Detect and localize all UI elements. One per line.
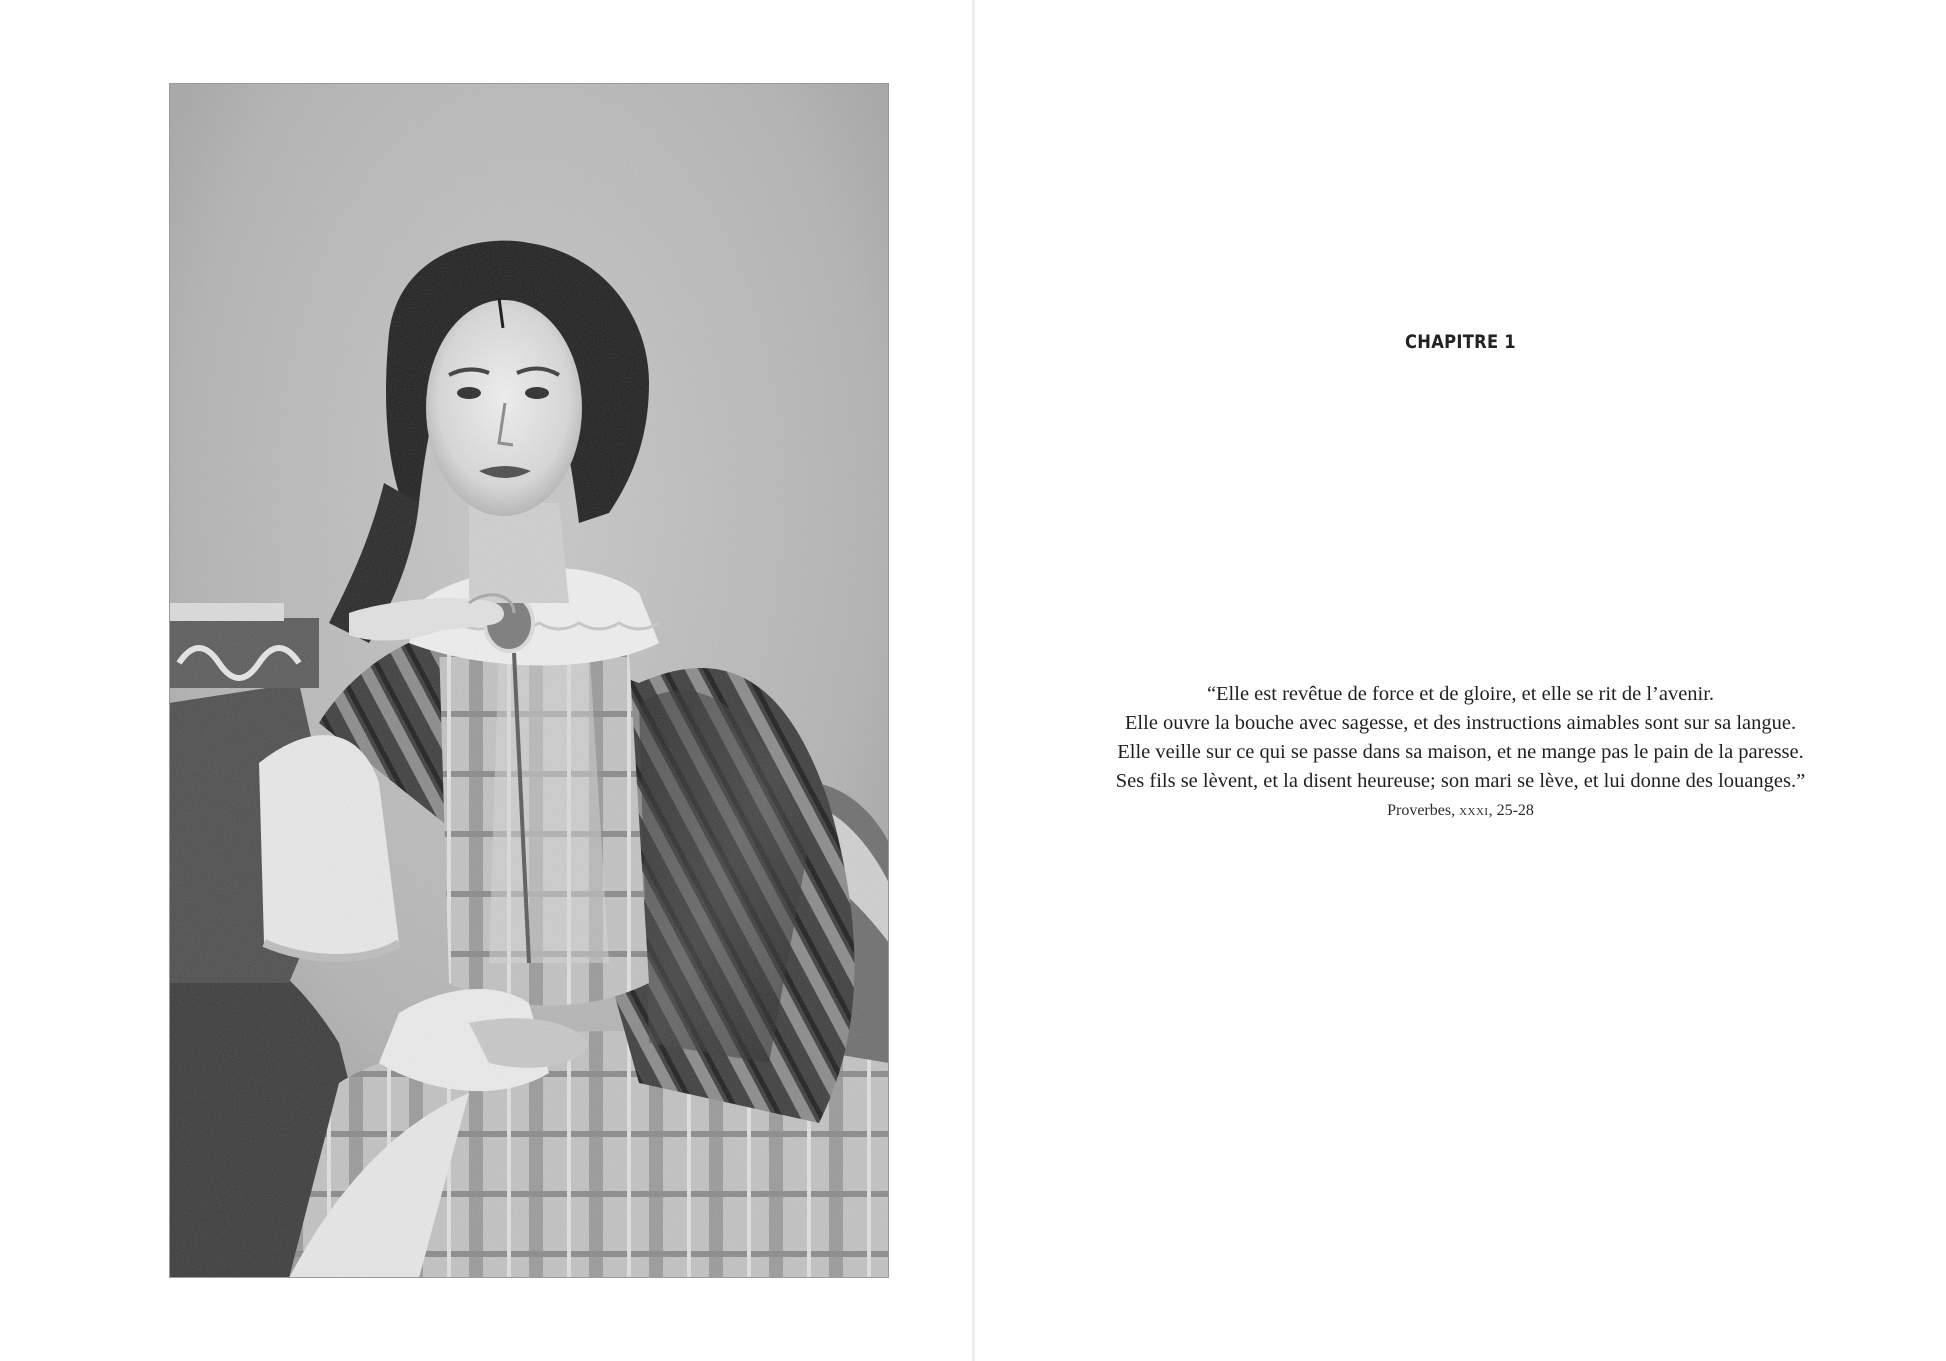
epigraph-line: Elle veille sur ce qui se passe dans sa maison, et ne mange pas le pain de la paresse. [1117, 741, 1804, 763]
chapter-title: CHAPITRE 1 [1405, 331, 1516, 353]
right-page [975, 0, 1946, 1361]
source-separator: , [1488, 802, 1497, 819]
portrait-photograph [169, 83, 889, 1278]
epigraph [975, 680, 1946, 825]
source-book: Proverbes, [1387, 802, 1456, 819]
portrait-drawing [169, 83, 889, 1278]
epigraph-line: Elle ouvre la bouche avec sagesse, et des instructions aimables sont sur sa langue. [1124, 712, 1797, 734]
source-verses: 25-28 [1496, 802, 1534, 819]
source-chapter: xxxi [1459, 802, 1489, 819]
epigraph-line: “Elle est revêtue de force et de gloire, et elle se rit de l’avenir. [1206, 683, 1715, 705]
epigraph-line: Ses fils se lèvent, et la disent heureuse; son mari se lève, et lui donne des louanges.” [1115, 770, 1806, 792]
epigraph-source [975, 797, 1946, 825]
